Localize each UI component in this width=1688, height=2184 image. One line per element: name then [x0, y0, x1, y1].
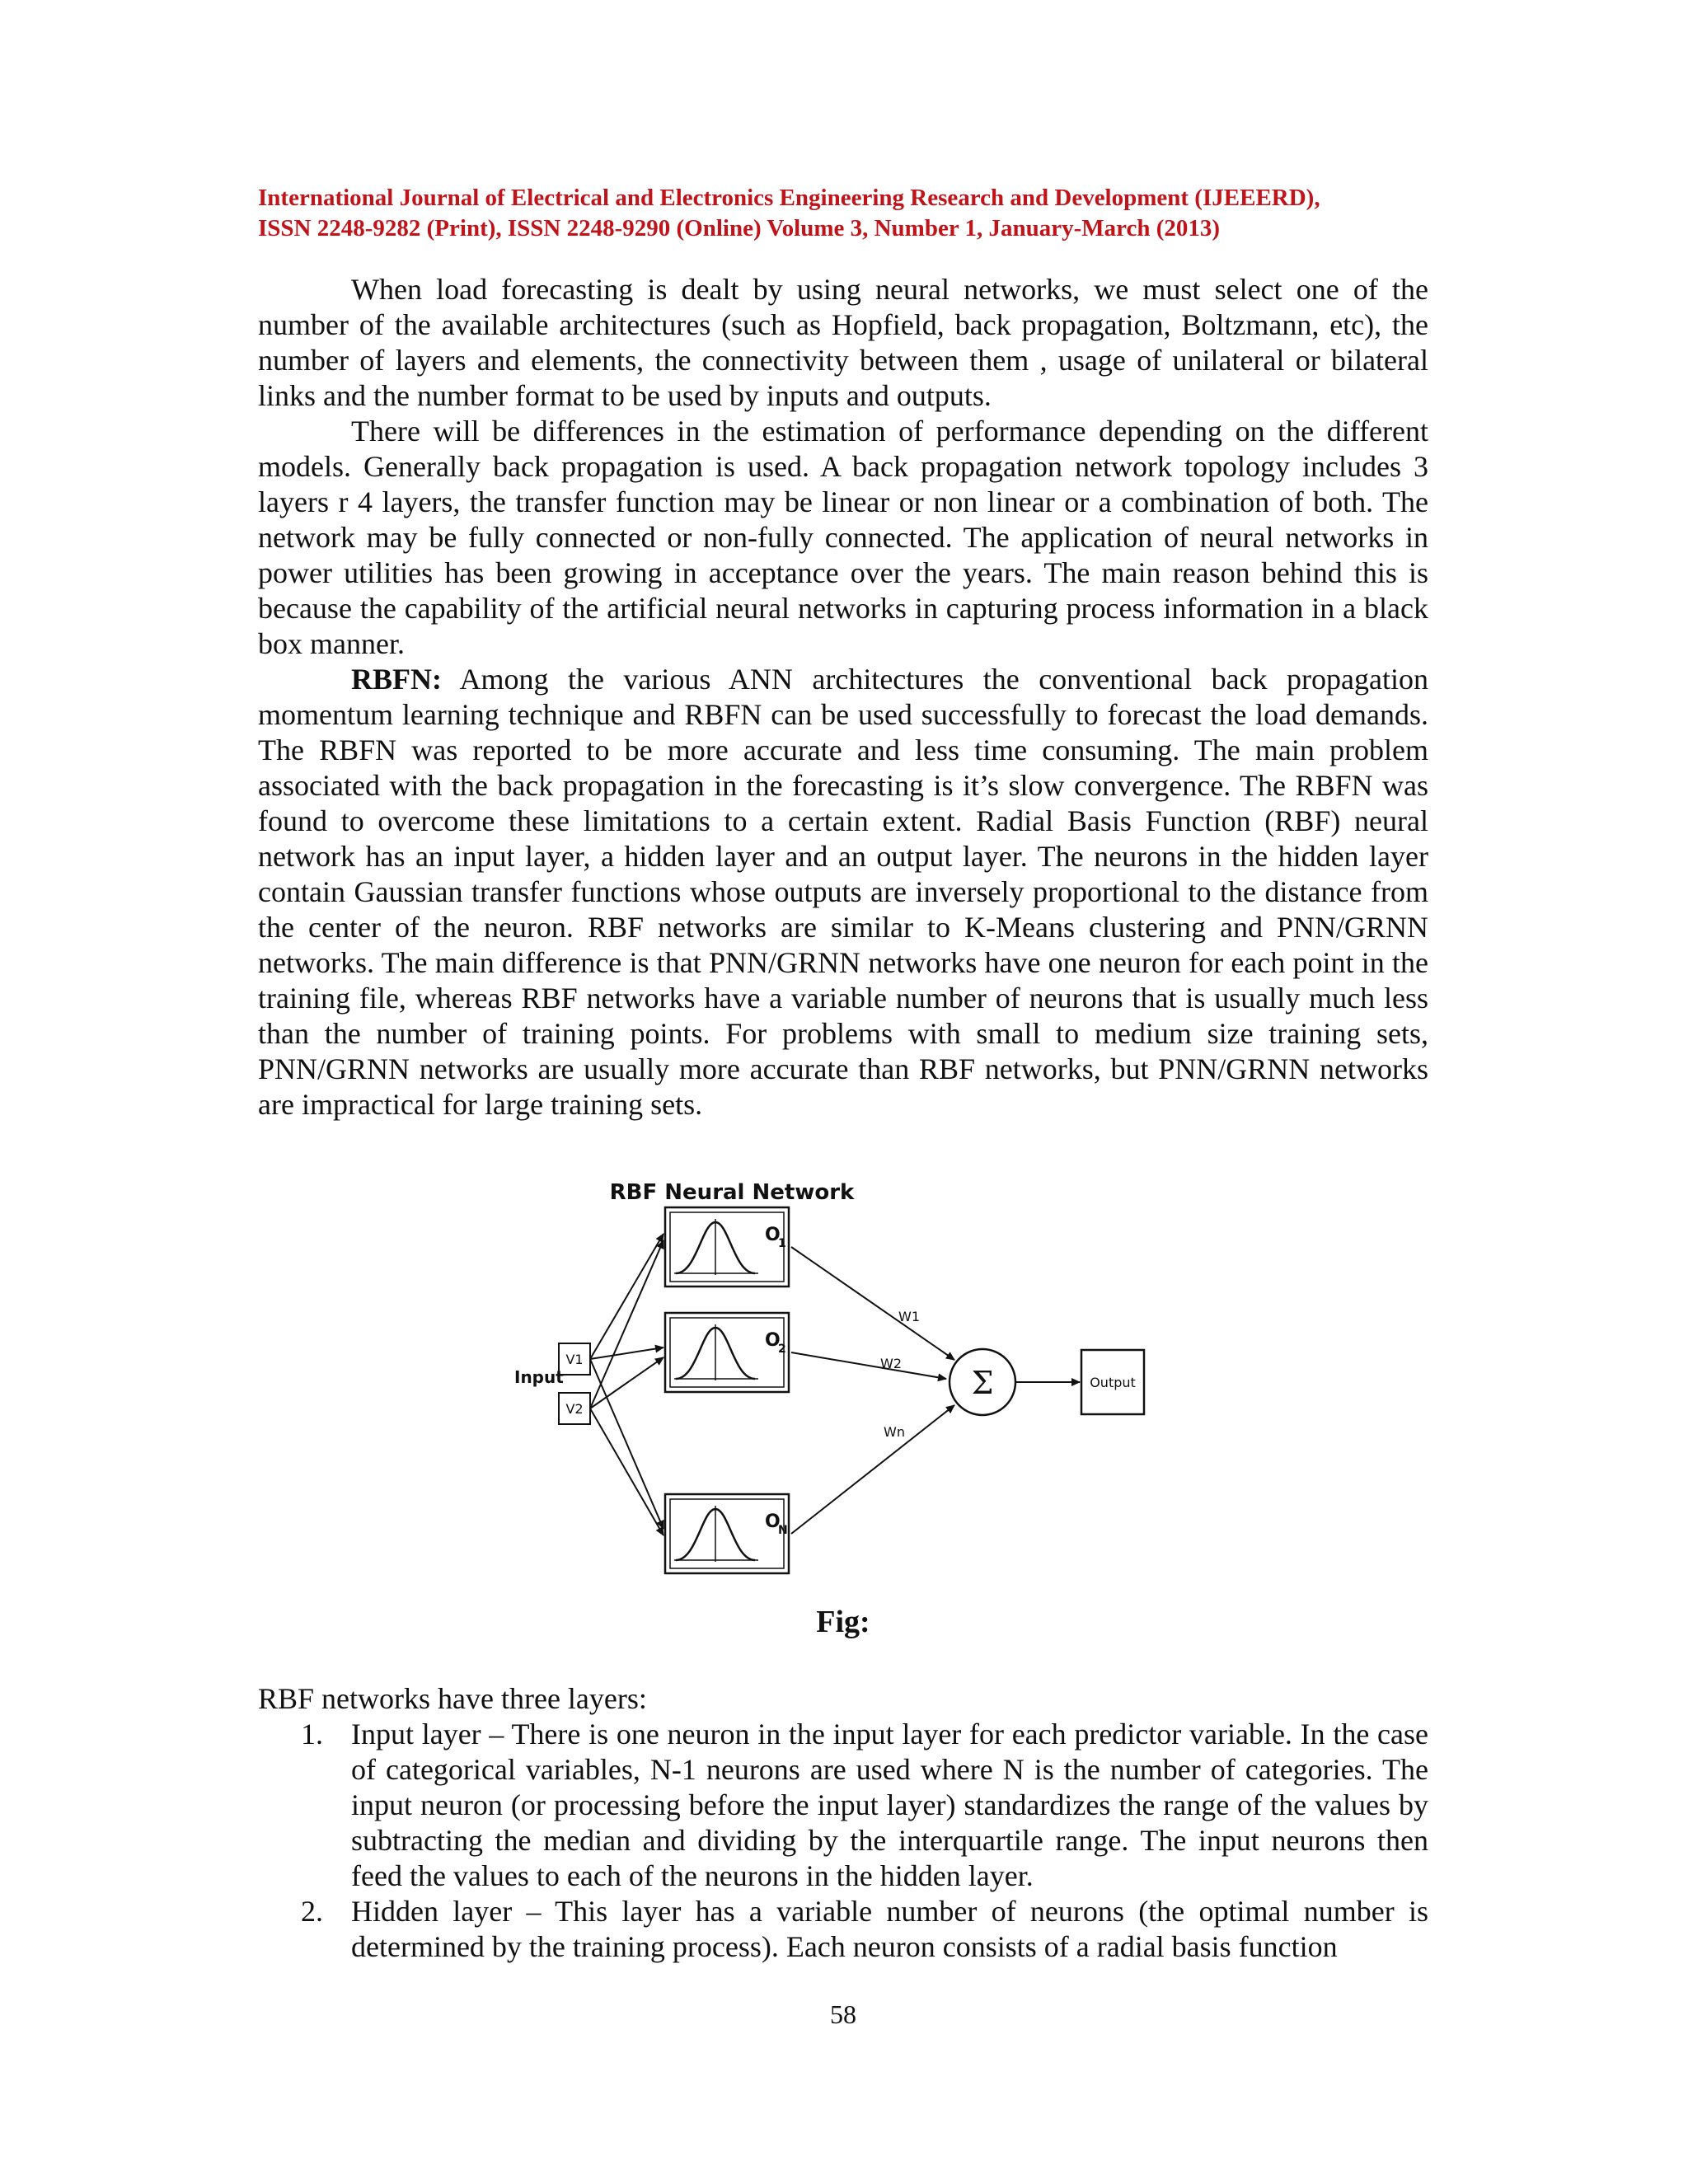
- on-label: O: [765, 1511, 781, 1532]
- hidden-neuron-on: [665, 1494, 789, 1573]
- o1-subscript: 1: [778, 1237, 786, 1250]
- layers-intro: RBF networks have three layers:: [258, 1682, 647, 1715]
- figure-title: RBF Neural Network: [609, 1180, 855, 1205]
- list-item-text: Hidden layer – This layer has a variable number of neurons (the optimal number is determined by the training process). Each neuron consists of a radial basis function: [351, 1895, 1428, 1963]
- list-item: [258, 1894, 1428, 1965]
- input-label: Input: [514, 1367, 564, 1387]
- layer-list: [258, 1717, 1428, 1965]
- on-subscript: N: [778, 1524, 788, 1537]
- rbf-network-figure: [511, 1158, 1187, 1586]
- input-to-hidden-connections: [590, 1234, 663, 1535]
- weight-w2-label: W2: [880, 1356, 902, 1371]
- figure-caption: Fig:: [816, 1605, 870, 1639]
- summation-node: [950, 1349, 1015, 1415]
- weight-w1-label: W1: [898, 1309, 920, 1324]
- o2-label: O: [765, 1330, 781, 1351]
- hidden-to-sum-connections: [791, 1247, 954, 1534]
- list-item-number: 2.: [301, 1895, 323, 1928]
- hidden-neuron-o2: [665, 1313, 789, 1392]
- output-node: [1081, 1350, 1144, 1414]
- list-item-number: 1.: [301, 1718, 323, 1750]
- input-v1-label: V1: [565, 1352, 584, 1367]
- input-v2-node: [559, 1393, 590, 1424]
- o1-label: O: [765, 1225, 781, 1245]
- paragraph-neural-networks: When load forecasting is dealt by using neural networks, we must select one of the number of the available architectures (such as Hopfield, back propagation, Boltzmann, etc), the number of layers and elements, the connectivity between them , usage of unilateral or bilateral links and the number format to be used by inputs and outputs.: [258, 273, 1428, 412]
- weight-wn-label: Wn: [884, 1424, 905, 1440]
- body-text: [258, 272, 1428, 1122]
- o2-subscript: 2: [778, 1343, 786, 1356]
- input-v2-label: V2: [565, 1401, 584, 1417]
- output-label: Output: [1090, 1375, 1136, 1390]
- paragraph-back-propagation: There will be differences in the estimation of performance depending on the different models. Generally back propagation is used. A back propagation network topology includes 3 layers r 4 layers, the transfer function may be linear or non linear or a combination of both. The network may be fully connected or non-fully connected. The application of neural networks in power utilities has been growing in acceptance over the years. The main reason behind this is because the capability of the artificial neural networks in capturing process information in a black box manner.: [258, 415, 1428, 660]
- rbfn-text: Among the various ANN architectures the conventional back propagation momentum learning technique and RBFN can be used successfully to forecast the load demands. The RBFN was reported to be more accurate and less time consuming. The main problem associated with the back propagation in the forecasting is it’s slow convergence. The RBFN was found to overcome these limitations to a certain extent. Radial Basis Function (RBF) neural network has an input layer, a hidden layer and an output layer. The neurons in the hidden layer contain Gaussian transfer functions whose outputs are inversely proportional to the distance from the center of the neuron. RBF networks are similar to K-Means clustering and PNN/GRNN networks. The main difference is that PNN/GRNN networks have one neuron for each point in the training file, whereas RBF networks have a variable number of neurons that is usually much less than the number of training points. For problems with small to medium size training sets, PNN/GRNN networks are usually more accurate than RBF networks, but PNN/GRNN networks are impractical for large training sets.: [258, 663, 1428, 1121]
- rbf-network-diagram: [511, 1158, 1187, 1586]
- journal-header-line-2: ISSN 2248-9282 (Print), ISSN 2248-9290 (Online) Volume 3, Number 1, January-March (2013): [258, 215, 1221, 241]
- list-item-text: Input layer – There is one neuron in the input layer for each predictor variable. In the case of categorical variables, N-1 neurons are used where N is the number of categories. The input neuron (or processing before the input layer) standardizes the range of the values by subtracting the median and dividing by the interquartile range. The input neurons then feed the values to each of the neurons in the hidden layer.: [351, 1718, 1428, 1892]
- journal-header: [258, 183, 1428, 244]
- rbfn-label: RBFN:: [351, 663, 442, 696]
- journal-header-line-1: International Journal of Electrical and Electronics Engineering Research and Development (IJEEERD),: [258, 185, 1320, 211]
- paragraph-rbfn: [258, 662, 1428, 1122]
- hidden-neuron-o1: [665, 1207, 789, 1286]
- list-item: [258, 1717, 1428, 1894]
- page-number: 58: [830, 1999, 856, 2029]
- sum-symbol-icon: Σ: [971, 1365, 994, 1401]
